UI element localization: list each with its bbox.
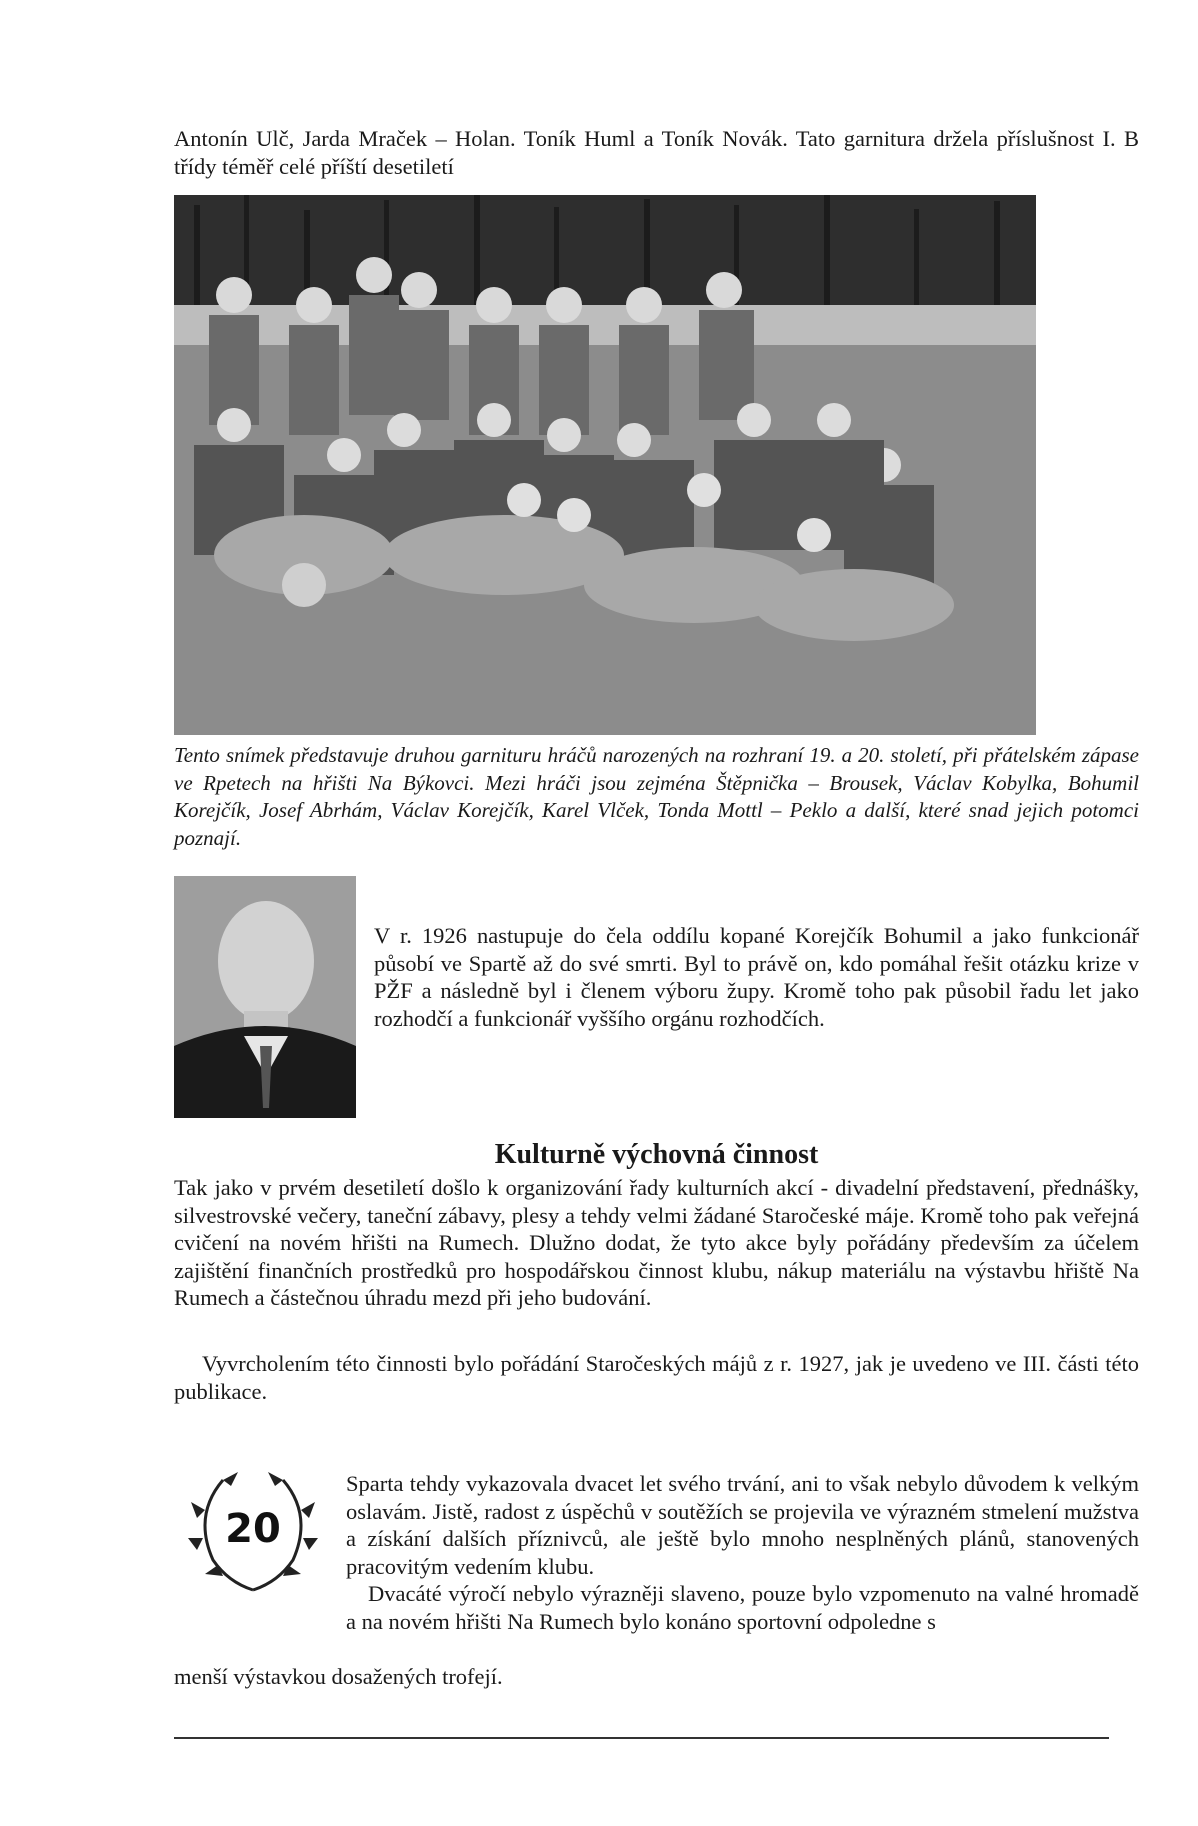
anniversary-tail: menší výstavkou dosažených trofejí. xyxy=(174,1664,503,1689)
portrait-photo xyxy=(174,876,356,1118)
laurel-wreath-icon xyxy=(183,1460,323,1598)
anniversary-emblem xyxy=(183,1460,323,1598)
bio-paragraph: V r. 1926 nastupuje do čela oddílu kopané Korejčík Bohumil a jako funkcionář působí ve Spartě až do své smrti. Byl to právě on, kdo pomáhal řešit otázku krize v PŽF a následně byl i členem výboru župy. Kromě toho pak působil řadu let jako rozhodčí a funkcionář vyššího orgánu rozhodčích. xyxy=(374,923,1139,1031)
anniversary-text xyxy=(346,1470,1139,1635)
section-heading: Kulturně výchovná činnost xyxy=(494,1139,819,1170)
team-photo-illustration xyxy=(174,195,1036,735)
section-paragraph-1: Tak jako v prvém desetiletí došlo k organizování řady kulturních akcí - divadelní představení, přednášky, silvestrovské večery, taneční zábavy, plesy a tehdy velmi žádané Staročeské máje. Kromě toho pak veřejná cvičení na novém hřišti na Rumech. Dlužno dodat, že tyto akce byly pořádány především za účelem zajištění finančních prostředků pro hospodářskou činnost klubu, nákup materiálu na výstavbu hřiště Na Rumech a částečnou úhradu mezd při jeho budování. xyxy=(174,1175,1139,1310)
intro-paragraph: Antonín Ulč, Jarda Mraček – Holan. Toník Huml a Toník Novák. Tato garnitura držela příslušnost I. B třídy téměř celé příští desetiletí xyxy=(174,126,1139,179)
bottom-divider xyxy=(174,1737,1109,1739)
photo-caption: Tento snímek představuje druhou garnituru hráčů narozených na rozhraní 19. a 20. století, při přátelském zápase ve Rpetech na hřišti Na Býkovci. Mezi hráči jsou zejména Štěpnička – Brousek, Václav Kobylka, Bohumil Korejčík, Josef Abrhám, Václav Korejčík, Karel Vlček, Tonda Mottl – Peklo a další, které snad jejich potomci poznají. xyxy=(174,743,1139,850)
portrait-illustration xyxy=(174,876,356,1118)
anniversary-paragraph-1: Sparta tehdy vykazovala dvacet let svého trvání, ani to však nebylo důvodem k velkým oslavám. Jistě, radost z úspěchů v soutěžích se projevila ve výrazném stmelení mužstva a získání dalších příznivců, ale ještě bylo mnoho nesplněných plánů, stanovených pracovitým vedením klubu. xyxy=(346,1471,1139,1579)
anniversary-paragraph-2: Dvacáté výročí nebylo výrazněji slaveno, pouze bylo vzpomenuto na valné hromadě a na novém hřišti Na Rumech bylo konáno sportovní odpoledne s xyxy=(346,1581,1139,1634)
section-paragraph-2: Vyvrcholením této činnosti bylo pořádání Staročeských májů z r. 1927, jak je uvedeno ve III. části této publikace. xyxy=(174,1351,1139,1404)
team-photo xyxy=(174,195,1036,735)
emblem-number: 20 xyxy=(225,1506,281,1552)
